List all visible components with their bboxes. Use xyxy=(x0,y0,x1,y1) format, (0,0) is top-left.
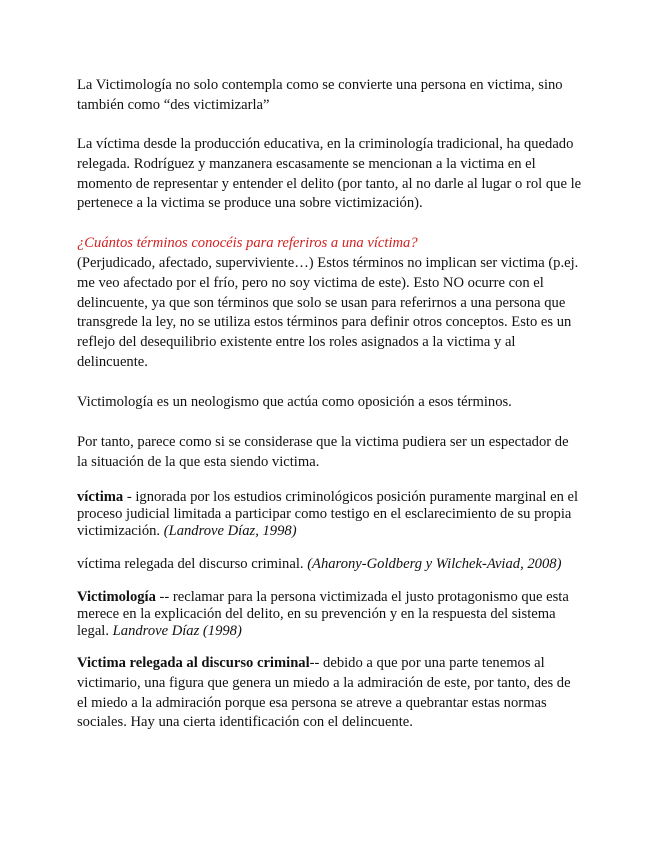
definition-term: víctima xyxy=(77,489,124,505)
definition-text: -- debido a que por una parte tenemos al victimario, una figura que genera un miedo a la admiración de este, por tanto, des de el miedo a la admiración porque esa persona se atreve a quebrantar estas normas sociales. Hay una cierta identificación con el delincuente. xyxy=(77,655,571,731)
definition-victima-relegada xyxy=(77,556,582,573)
definition-text: -- reclamar para la persona victimizada el justo protagonismo que esta merece en la explicación del delito, en su prevención y en la respuesta del sistema legal. xyxy=(77,589,569,639)
definition-text: - ignorada por los estudios criminológicos posición puramente marginal en el proceso judicial limitada a participar como testigo en el esclarecimiento de su propia victimización. xyxy=(77,489,579,539)
definition-citation: Landrove Díaz (1998) xyxy=(112,623,242,639)
paragraph-neologism: Victimología es un neologismo que actúa como oposición a esos términos. xyxy=(77,394,512,410)
definition-citation: (Aharony-Goldberg y Wilchek-Aviad, 2008) xyxy=(307,556,562,572)
definition-victimologia xyxy=(77,589,582,640)
definition-victima xyxy=(77,489,582,540)
paragraph-spectator: Por tanto, parece como si se considerase que la victima pudiera ser un espectador de la situación de la que esta siendo victima. xyxy=(77,434,569,470)
paragraph-intro: La Victimología no solo contempla como se convierte una persona en victima, sino también como “des victimizarla” xyxy=(77,77,563,113)
definition-discurso-criminal xyxy=(77,654,582,733)
definition-term: Victimología xyxy=(77,589,156,605)
paragraph-traditional-criminology: La víctima desde la producción educativa, en la criminología tradicional, ha quedado relegada. Rodríguez y manzanera escasamente se mencionan a la victima en el momento de representar y entender el delito (por tanto, al no darle al lugar o rol que le pertenece a la victima se produce una sobre victimización). xyxy=(77,136,582,212)
definition-term: Victima relegada al discurso criminal xyxy=(77,655,310,671)
question-heading: ¿Cuántos términos conocéis para referiros a una víctima? xyxy=(77,235,418,251)
paragraph-terms: (Perjudicado, afectado, superviviente…) Estos términos no implican ser victima (p.ej. me veo afectado por el frío, pero no soy victima de este). Esto NO ocurre con el delincuente, ya que son términos que solo se usan para referirnos a una persona que transgrede la ley, no se utiliza estos términos para definir otros conceptos. Esto es un reflejo del desequilibrio existente entre los roles asignados a la victima y al delincuente. xyxy=(77,255,579,370)
definition-text: víctima relegada del discurso criminal. xyxy=(77,556,308,572)
definition-citation: (Landrove Díaz, 1998) xyxy=(163,523,297,539)
